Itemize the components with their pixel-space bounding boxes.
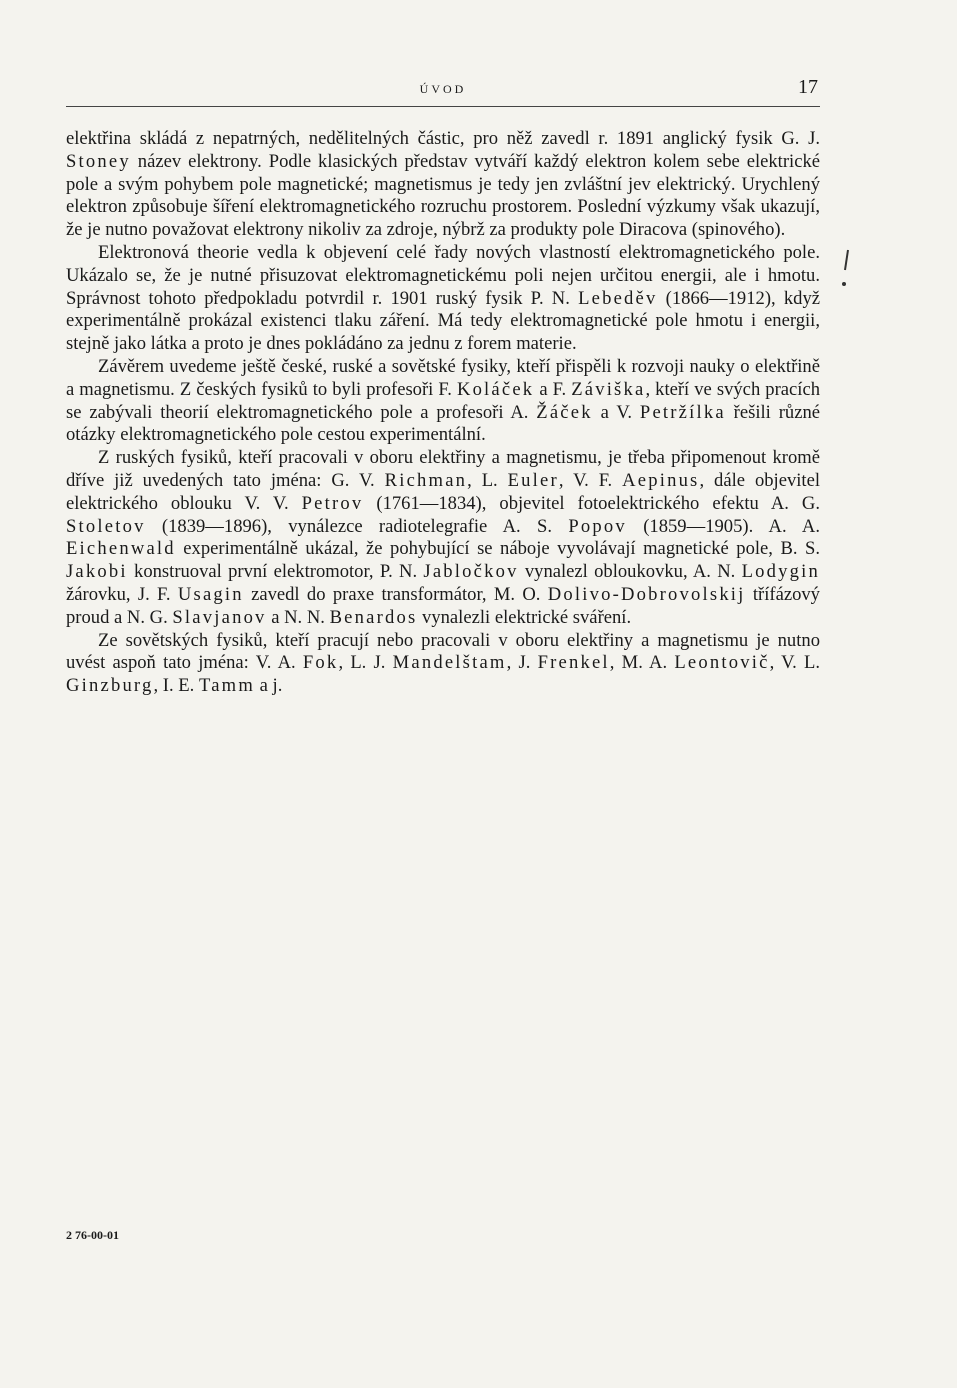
- paragraph: [66, 447, 820, 629]
- text-run: , J.: [506, 652, 538, 674]
- paragraph: [66, 128, 820, 242]
- text-run: žárovku, J. F.: [66, 583, 178, 605]
- body-text: [66, 128, 820, 698]
- text-run: Závěrem uvedeme ještě české, ruské a sovětské fysiky, kteří přispěli k rozvoji nauky o elektřině a magnetismu. Z českých fysiků to byli profesoři F.: [66, 355, 820, 400]
- text-run: a j.: [255, 675, 283, 697]
- text-run: vynalezl obloukovku, A. N.: [518, 561, 742, 583]
- margin-pencil-mark: [842, 248, 850, 288]
- running-head: [66, 74, 820, 107]
- text-run: , L.: [467, 469, 508, 491]
- spaced-name: Mandelštam: [392, 652, 507, 674]
- text-run: zavedl do praxe transformátor, M. O.: [243, 583, 548, 605]
- spaced-name: Benardos: [329, 606, 418, 628]
- spaced-name: Lebeděv: [578, 287, 658, 309]
- text-run: (1839—1896), vynálezce radiotelegrafie A. S.: [145, 515, 569, 537]
- spaced-name: Euler: [507, 469, 559, 491]
- text-run: (1761—1834), objevitel fotoelektrického efektu A. G.: [363, 492, 820, 514]
- text-run: Ze sovětských fysiků, kteří pracují nebo pracovali v oboru elektřiny a magnetismu je nutno uvést aspoň tato jména: V. A.: [66, 629, 820, 674]
- spaced-name: Aepinus: [622, 469, 700, 491]
- spaced-name: Ginzburg: [66, 675, 154, 697]
- spaced-name: Dolivo-Dobrovolskij: [547, 583, 746, 605]
- text-run: a N. N.: [266, 606, 330, 628]
- spaced-name: Usagin: [177, 583, 244, 605]
- text-run: řešili různé otázky elektromagnetického pole cestou experimentální.: [66, 401, 820, 446]
- text-run: Elektronová theorie vedla k objevení celé řady nových vlastností elektromagnetického pole. Ukázalo se, že je nutné přisuzovat elektromagnetickému poli nejen určitou energii, ale i hmotu. Správnost tohoto předpokladu potvrdil r. 1901 ruský fysik P. N.: [66, 241, 820, 309]
- text-run: konstruoval první elektromotor, P. N.: [127, 561, 424, 583]
- text-run: vynalezli elektrické sváření.: [417, 606, 632, 628]
- printer-signature: 2 76-00-01: [66, 1228, 119, 1242]
- page-number: 17: [798, 76, 818, 98]
- paragraph: [66, 630, 820, 698]
- spaced-name: Tamm: [198, 675, 255, 697]
- spaced-name: Žáček: [536, 401, 593, 423]
- text-run: Z ruských fysiků, kteří pracovali v oboru elektřiny a magnetismu, je třeba připomenout kromě dříve již uvedených tato jména: G. V.: [66, 447, 820, 491]
- text-run: (1859—1905). A. A.: [626, 515, 820, 537]
- spaced-name: Lodygin: [741, 561, 820, 583]
- text-run: , L. J.: [338, 652, 393, 674]
- text-run: , kteří ve svých pracích se zabývali theorií elektromagnetického pole a profesoři A.: [66, 378, 820, 423]
- text-run: (1866—1912), když experimentálně prokázal existenci tlaku záření. Má tedy elektromagnetické pole hmotu i energii, stejně jako látka a proto je dnes pokládáno za jednu z forem materie.: [66, 287, 820, 355]
- paragraph: [66, 242, 820, 356]
- spaced-name: Petržílka: [639, 401, 726, 423]
- spaced-name: Eichenwald: [66, 538, 176, 560]
- text-run: třífázový proud a N. G.: [66, 583, 820, 628]
- text-run: , dále objevitel elektrického oblouku V. V.: [66, 469, 821, 514]
- spaced-name: Leontovič: [674, 652, 770, 674]
- section-title: ÚVOD: [419, 82, 467, 96]
- spaced-name: Jakobi: [66, 561, 128, 583]
- spaced-name: Richman: [384, 469, 468, 491]
- spaced-name: Petrov: [301, 492, 364, 514]
- spaced-name: Záviška: [571, 378, 646, 400]
- spaced-name: Koláček: [456, 378, 535, 400]
- text-run: , I. E.: [153, 675, 199, 697]
- text-run: , V. L.: [769, 652, 821, 674]
- spaced-name: Fok: [302, 652, 339, 674]
- spaced-name: Stoney: [66, 150, 131, 172]
- spaced-name: Popov: [568, 515, 627, 537]
- spaced-name: Slavjanov: [172, 606, 267, 628]
- paragraph: [66, 356, 820, 447]
- text-run: , V. F.: [558, 469, 623, 491]
- spaced-name: Frenkel: [537, 652, 610, 674]
- text-run: a V.: [592, 401, 640, 423]
- spaced-name: Stoletov: [66, 515, 146, 537]
- text-run: experimentálně ukázal, že pohybující se náboje vyvolávají magnetické pole, B. S.: [175, 538, 820, 560]
- text-run: a F.: [534, 378, 572, 400]
- text-run: , M. A.: [609, 652, 675, 674]
- text-run: elektřina skládá z nepatrných, nedělitelných částic, pro něž zavedl r. 1891 anglický fysik G. J.: [66, 128, 820, 149]
- spaced-name: Jabločkov: [423, 561, 519, 583]
- text-run: název elektrony. Podle klasických představ vytváří každý elektron kolem sebe elektrické pole a svým pohybem pole magnetické; magnetismus je tedy jen zvláštní jev elektrický. Urychlený elektron způsobuje šíření elektromagnetického rozruchu prostorem. Poslední výzkumy však ukazují, že je nutno považovat elektrony nikoliv za zdroje, nýbrž za produkty pole Diracova (spinového).: [66, 150, 820, 241]
